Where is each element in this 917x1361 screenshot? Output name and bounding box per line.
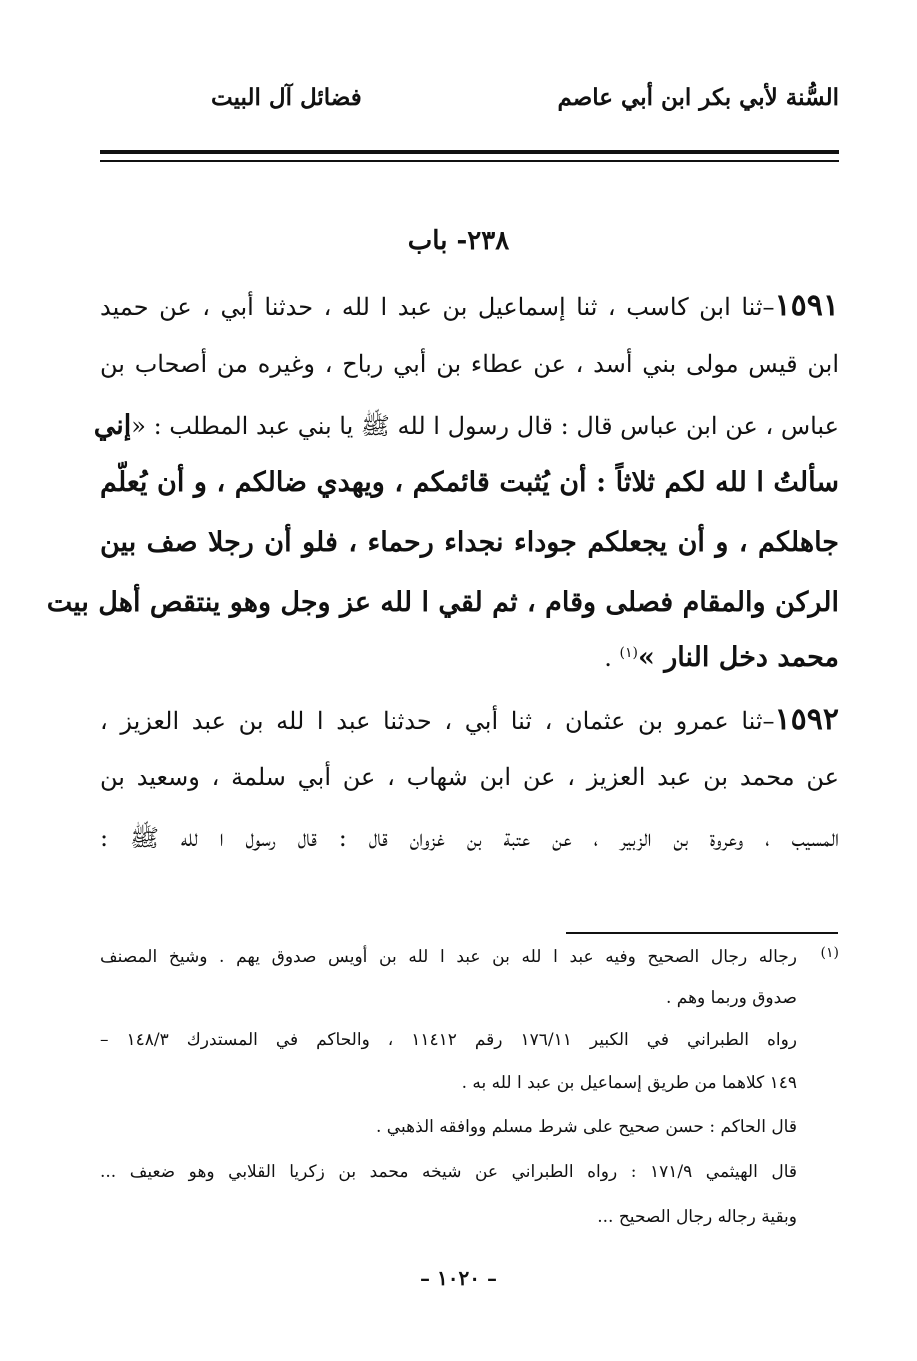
hadith-number: ١٥٩٢ bbox=[774, 702, 839, 737]
hadith-1592-line-1 bbox=[100, 702, 839, 737]
hadith-1591-line-4: سألتُ ا لله لكم ثلاثاً : أن يُثبت قائمكم ، ويهدي ضالكم ، و أن يُعلّم bbox=[100, 467, 839, 498]
footnote-line-6: قال الهيثمي ١٧١/٩ : رواه الطبراني عن شيخه محمد بن زكريا القلابي وهو ضعيف ... bbox=[100, 1162, 798, 1182]
hadith-1591-line-7 bbox=[100, 642, 839, 673]
footnote-line-5: قال الحاكم : حسن صحيح على شرط مسلم ووافقه الذهبي . bbox=[376, 1117, 797, 1137]
hadith-1591-line-5: جاهلكم ، و أن يجعلكم جوداء نجداء رحماء ، فلو أن رجلا صف بين bbox=[100, 527, 839, 558]
hadith-1591-line-3 bbox=[93, 410, 839, 446]
footnote-line-3: رواه الطبراني في الكبير ١٧٦/١١ رقم ١١٤١٢ ، والحاكم في المستدرك ١٤٨/٣ – bbox=[100, 1030, 798, 1050]
hadith-1591-line-2: ابن قيس مولى بني أسد ، عن عطاء بن أبي رباح ، وغيره من أصحاب بن bbox=[100, 350, 839, 378]
footnote-line-1: رجاله رجال الصحيح وفيه عبد ا لله بن عبد ا لله بن أويس صدوق يهم . وشيخ المصنف bbox=[100, 947, 797, 967]
header-rule-thick bbox=[100, 150, 839, 154]
hadith-quote-end: محمد دخل النار » bbox=[637, 642, 839, 673]
hadith-number: ١٥٩١ bbox=[774, 288, 839, 323]
footnote-marker: (١) bbox=[820, 945, 839, 961]
hadith-1591-line-1 bbox=[100, 288, 839, 323]
hadith-text: . bbox=[604, 644, 620, 672]
book-title: السُّنة لأبي بكر ابن أبي عاصم bbox=[557, 84, 839, 111]
hadith-text: عباس ، عن ابن عباس قال : قال رسول ا لله ﷺ يا بني عبد المطلب : « bbox=[131, 412, 839, 440]
hadith-1591-line-6: الركن والمقام فصلى وقام ، ثم لقي ا لله عز وجل وهو ينتقص أهل بيت bbox=[46, 587, 839, 618]
hadith-quote-start: إني bbox=[93, 410, 132, 441]
page-number: – ١٠٢٠ – bbox=[420, 1266, 497, 1290]
hadith-1592-line-2: عن محمد بن عبد العزيز ، عن ابن شهاب ، عن أبي سلمة ، وسعيد بن bbox=[100, 763, 839, 791]
running-header bbox=[95, 84, 839, 120]
footnote-line-7: وبقية رجاله رجال الصحيح ... bbox=[597, 1207, 797, 1227]
header-rule-thin bbox=[100, 160, 839, 162]
footnote-line-4: ١٤٩ كلاهما من طريق إسماعيل بن عبد ا لله به . bbox=[461, 1073, 797, 1093]
footnote-ref: (١) bbox=[619, 645, 638, 661]
hadith-text: –ثنا ابن كاسب ، ثنا إسماعيل بن عبد ا لله ، حدثنا أبي ، عن حميد bbox=[100, 293, 775, 321]
footnote-rule bbox=[566, 932, 838, 934]
hadith-text: –ثنا عمرو بن عثمان ، ثنا أبي ، حدثنا عبد ا لله بن عبد العزيز ، bbox=[100, 707, 775, 735]
chapter-heading: ٢٣٨- باب bbox=[407, 226, 510, 256]
hadith-1592-line-3: المسيب ، وعروة بن الزبير ، عن عتبة بن غزوان قال : قال رسول ا لله ﷺ : bbox=[100, 824, 840, 852]
footnote-line-2: صدوق وربما وهم . bbox=[665, 988, 797, 1008]
section-title: فضائل آل البيت bbox=[211, 84, 362, 111]
